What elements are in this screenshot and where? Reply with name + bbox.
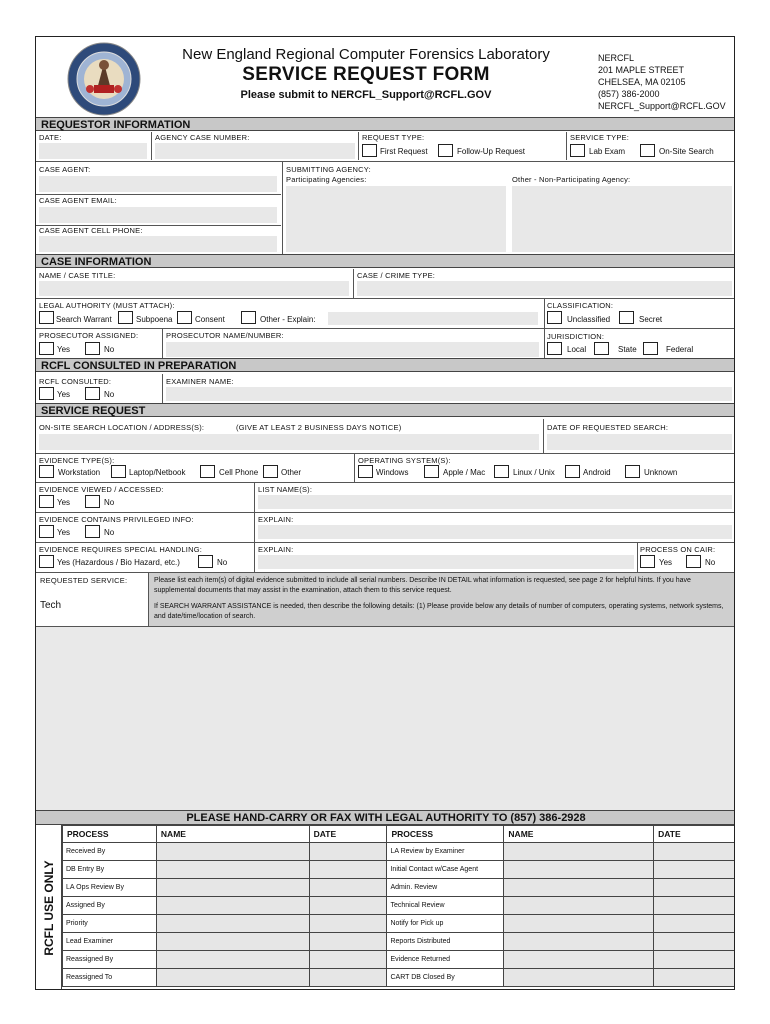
table-row bbox=[63, 915, 736, 933]
process-cell: LA Review by Examiner bbox=[387, 843, 504, 861]
date-cell[interactable] bbox=[309, 933, 387, 951]
name-cell[interactable] bbox=[504, 861, 654, 879]
prosecutor-name-label: PROSECUTOR NAME/NUMBER: bbox=[166, 331, 284, 340]
case-title-field[interactable] bbox=[39, 281, 349, 296]
date-cell[interactable] bbox=[654, 843, 735, 861]
requested-service-label: REQUESTED SERVICE: bbox=[40, 576, 128, 585]
consulted-yes-checkbox[interactable] bbox=[39, 387, 54, 400]
instructions-paragraph-1: Please list each item(s) of digital evidence submitted to include all serial numbers. Describe IN DETAIL what information is requested, see page 2 for helpful hints. If you have supplemental documents that may assist in the examination, attach them to this service request. bbox=[154, 577, 691, 594]
consulted-no-checkbox[interactable] bbox=[85, 387, 100, 400]
jurisdiction-label: JURISDICTION: bbox=[547, 332, 605, 341]
address-block bbox=[598, 52, 726, 112]
subpoena-checkbox[interactable] bbox=[118, 311, 133, 324]
name-cell[interactable] bbox=[504, 915, 654, 933]
state-label: State bbox=[618, 345, 637, 354]
section-requestor-info: REQUESTOR INFORMATION bbox=[36, 117, 735, 131]
privileged-explain-field[interactable] bbox=[258, 525, 732, 539]
search-warrant-label: Search Warrant bbox=[56, 315, 112, 324]
process-cell: DB Entry By bbox=[63, 861, 157, 879]
request-type-label: REQUEST TYPE: bbox=[362, 133, 425, 142]
process-cair-label: PROCESS ON CAIR: bbox=[640, 545, 716, 554]
list-names-label: LIST NAME(S): bbox=[258, 485, 313, 494]
first-request-checkbox[interactable] bbox=[362, 144, 377, 157]
case-agent-field[interactable] bbox=[39, 176, 277, 192]
date-cell[interactable] bbox=[654, 915, 735, 933]
col-date: DATE bbox=[309, 826, 387, 843]
date-cell[interactable] bbox=[654, 897, 735, 915]
android-checkbox[interactable] bbox=[565, 465, 580, 478]
date-cell[interactable] bbox=[654, 879, 735, 897]
non-participating-label: Other - Non-Participating Agency: bbox=[512, 175, 631, 184]
process-cell: LA Ops Review By bbox=[63, 879, 157, 897]
process-cell: Admin. Review bbox=[387, 879, 504, 897]
unknown-checkbox[interactable] bbox=[625, 465, 640, 478]
federal-label: Federal bbox=[666, 345, 694, 354]
rcfl-use-only-label: RCFL USE ONLY bbox=[41, 860, 56, 956]
rcfl-consulted-label: RCFL CONSULTED: bbox=[39, 377, 112, 386]
hazard-yes-checkbox[interactable] bbox=[39, 555, 54, 568]
col-date: DATE bbox=[654, 826, 735, 843]
subpoena-label: Subpoena bbox=[136, 315, 173, 324]
privileged-yes-checkbox[interactable] bbox=[39, 525, 54, 538]
table-row bbox=[63, 861, 736, 879]
linux-checkbox[interactable] bbox=[494, 465, 509, 478]
address-line: NERCFL bbox=[598, 53, 635, 63]
table-row bbox=[63, 933, 736, 951]
submit-instruction: Please submit to NERCFL_Support@RCFL.GOV bbox=[240, 89, 492, 101]
cellphone-checkbox[interactable] bbox=[200, 465, 215, 478]
apple-label: Apple / Mac bbox=[443, 468, 486, 477]
search-warrant-checkbox[interactable] bbox=[39, 311, 54, 324]
prosecutor-no-label: No bbox=[104, 345, 115, 354]
date-requested-field[interactable] bbox=[547, 434, 732, 450]
apple-checkbox[interactable] bbox=[424, 465, 439, 478]
name-cell[interactable] bbox=[156, 879, 309, 897]
viewed-yes-label: Yes bbox=[57, 498, 71, 507]
consent-checkbox[interactable] bbox=[177, 311, 192, 324]
process-cell: Received By bbox=[63, 843, 157, 861]
date-cell[interactable] bbox=[309, 879, 387, 897]
date-requested-label: DATE OF REQUESTED SEARCH: bbox=[547, 423, 669, 432]
privileged-yes-label: Yes bbox=[57, 528, 71, 537]
date-field[interactable] bbox=[39, 143, 147, 159]
name-cell[interactable] bbox=[156, 861, 309, 879]
prosecutor-assigned-label: PROSECUTOR ASSIGNED: bbox=[39, 331, 139, 340]
agent-email-field[interactable] bbox=[39, 207, 277, 223]
process-cell: Technical Review bbox=[387, 897, 504, 915]
date-cell[interactable] bbox=[309, 897, 387, 915]
agency-case-field[interactable] bbox=[155, 143, 355, 159]
service-request-form bbox=[35, 36, 735, 990]
date-label: DATE: bbox=[39, 133, 62, 142]
other-evidence-checkbox[interactable] bbox=[263, 465, 278, 478]
form-title: SERVICE REQUEST FORM bbox=[242, 64, 490, 85]
cellphone-label: Cell Phone bbox=[219, 468, 259, 477]
lab-exam-checkbox[interactable] bbox=[570, 144, 585, 157]
windows-label: Windows bbox=[376, 468, 409, 477]
instructions-paragraph-2: If SEARCH WARRANT ASSISTANCE is needed, then describe the following details: (1) Please provide below any details of number of computers, operating systems, network systems, and date/time/location of search. bbox=[154, 603, 724, 620]
crime-type-label: CASE / CRIME TYPE: bbox=[357, 271, 436, 280]
consulted-no-label: No bbox=[104, 390, 115, 399]
prosecutor-yes-label: Yes bbox=[57, 345, 71, 354]
date-cell[interactable] bbox=[309, 951, 387, 969]
rcfl-seal-logo bbox=[66, 41, 142, 117]
agent-cell-label: CASE AGENT CELL PHONE: bbox=[39, 226, 143, 235]
name-cell[interactable] bbox=[156, 969, 309, 987]
process-cell: Lead Examiner bbox=[63, 933, 157, 951]
unknown-label: Unknown bbox=[644, 468, 678, 477]
case-title-label: NAME / CASE TITLE: bbox=[39, 271, 116, 280]
viewed-no-label: No bbox=[104, 498, 115, 507]
name-cell[interactable] bbox=[504, 897, 654, 915]
cair-yes-label: Yes bbox=[659, 558, 673, 567]
date-cell[interactable] bbox=[654, 933, 735, 951]
process-cell: Reports Distributed bbox=[387, 933, 504, 951]
table-row bbox=[63, 897, 736, 915]
participating-label: Participating Agencies: bbox=[286, 175, 367, 184]
state-checkbox[interactable] bbox=[594, 342, 609, 355]
col-process: PROCESS bbox=[387, 826, 504, 843]
viewed-label: EVIDENCE VIEWED / ACCESSED: bbox=[39, 485, 164, 494]
agent-email-label: CASE AGENT EMAIL: bbox=[39, 196, 117, 205]
other-evidence-label: Other bbox=[281, 468, 302, 477]
name-cell[interactable] bbox=[504, 969, 654, 987]
table-row bbox=[63, 951, 736, 969]
linux-label: Linux / Unix bbox=[513, 468, 555, 477]
secret-checkbox[interactable] bbox=[619, 311, 634, 324]
onsite-location-field[interactable] bbox=[39, 434, 539, 450]
crime-type-field[interactable] bbox=[357, 281, 732, 296]
other-explain-field[interactable] bbox=[328, 312, 538, 325]
special-explain-label: EXPLAIN: bbox=[258, 545, 294, 554]
rcfl-use-only-cell bbox=[36, 825, 62, 990]
prosecutor-name-field[interactable] bbox=[166, 342, 539, 357]
case-agent-label: CASE AGENT: bbox=[39, 165, 91, 174]
cair-no-checkbox[interactable] bbox=[686, 555, 701, 568]
date-cell[interactable] bbox=[654, 951, 735, 969]
prosecutor-yes-checkbox[interactable] bbox=[39, 342, 54, 355]
agent-cell-field[interactable] bbox=[39, 236, 277, 252]
evidence-description-area[interactable] bbox=[36, 627, 735, 810]
onsite-location-label: ON-SITE SEARCH LOCATION / ADDRESS(S): bbox=[39, 423, 205, 432]
process-cell: CART DB Closed By bbox=[387, 969, 504, 987]
unclassified-checkbox[interactable] bbox=[547, 311, 562, 324]
rcfl-tracking-table bbox=[62, 825, 735, 987]
privileged-explain-label: EXPLAIN: bbox=[258, 515, 294, 524]
viewed-yes-checkbox[interactable] bbox=[39, 495, 54, 508]
secret-label: Secret bbox=[639, 315, 663, 324]
lab-exam-label: Lab Exam bbox=[589, 147, 626, 156]
date-cell[interactable] bbox=[654, 861, 735, 879]
date-cell[interactable] bbox=[309, 915, 387, 933]
non-participating-field[interactable] bbox=[512, 186, 732, 252]
federal-checkbox[interactable] bbox=[643, 342, 658, 355]
col-name: NAME bbox=[156, 826, 309, 843]
viewed-no-checkbox[interactable] bbox=[85, 495, 100, 508]
name-cell[interactable] bbox=[156, 843, 309, 861]
examiner-name-field[interactable] bbox=[166, 387, 732, 401]
first-request-label: First Request bbox=[380, 147, 428, 156]
other-authority-checkbox[interactable] bbox=[241, 311, 256, 324]
os-label: OPERATING SYSTEM(S): bbox=[358, 456, 451, 465]
hazard-no-label: No bbox=[217, 558, 228, 567]
address-line: CHELSEA, MA 02105 bbox=[598, 77, 686, 87]
service-type-label: SERVICE TYPE: bbox=[570, 133, 630, 142]
date-cell[interactable] bbox=[654, 969, 735, 987]
evidence-types-label: EVIDENCE TYPE(S): bbox=[39, 456, 115, 465]
date-cell[interactable] bbox=[309, 843, 387, 861]
fax-instruction-bar: PLEASE HAND-CARRY OR FAX WITH LEGAL AUTHORITY TO (857) 386-2928 bbox=[36, 810, 735, 825]
local-checkbox[interactable] bbox=[547, 342, 562, 355]
android-label: Android bbox=[583, 468, 611, 477]
consent-label: Consent bbox=[195, 315, 225, 324]
date-cell[interactable] bbox=[309, 861, 387, 879]
process-cell: Initial Contact w/Case Agent bbox=[387, 861, 504, 879]
cair-no-label: No bbox=[705, 558, 716, 567]
legal-authority-label: LEGAL AUTHORITY (MUST ATTACH): bbox=[39, 301, 175, 310]
org-name: New England Regional Computer Forensics Laboratory bbox=[182, 46, 550, 63]
privileged-label: EVIDENCE CONTAINS PRIVILEGED INFO: bbox=[39, 515, 194, 524]
laptop-checkbox[interactable] bbox=[111, 465, 126, 478]
other-explain-label: Other - Explain: bbox=[260, 315, 316, 324]
name-cell[interactable] bbox=[156, 933, 309, 951]
name-cell[interactable] bbox=[156, 897, 309, 915]
notice-label: (GIVE AT LEAST 2 BUSINESS DAYS NOTICE) bbox=[236, 423, 402, 432]
name-cell[interactable] bbox=[156, 951, 309, 969]
privileged-no-checkbox[interactable] bbox=[85, 525, 100, 538]
col-process: PROCESS bbox=[63, 826, 157, 843]
list-names-field[interactable] bbox=[258, 495, 732, 509]
requested-service-value[interactable]: Tech bbox=[40, 600, 62, 611]
date-cell[interactable] bbox=[309, 969, 387, 987]
follow-up-checkbox[interactable] bbox=[438, 144, 453, 157]
address-line: (857) 386-2000 bbox=[598, 89, 660, 99]
process-cell: Reassigned By bbox=[63, 951, 157, 969]
name-cell[interactable] bbox=[504, 879, 654, 897]
follow-up-label: Follow-Up Request bbox=[457, 147, 526, 156]
section-rcfl-consulted: RCFL CONSULTED IN PREPARATION bbox=[36, 358, 735, 372]
table-row bbox=[63, 969, 736, 987]
process-cell: Notify for Pick up bbox=[387, 915, 504, 933]
participating-agencies-field[interactable] bbox=[286, 186, 506, 252]
process-cell: Assigned By bbox=[63, 897, 157, 915]
onsite-search-checkbox[interactable] bbox=[640, 144, 655, 157]
windows-checkbox[interactable] bbox=[358, 465, 373, 478]
hazard-yes-label: Yes (Hazardous / Bio Hazard, etc.) bbox=[57, 558, 180, 567]
section-service-request: SERVICE REQUEST bbox=[36, 403, 735, 417]
cair-yes-checkbox[interactable] bbox=[640, 555, 655, 568]
process-cell: Evidence Returned bbox=[387, 951, 504, 969]
submitting-agency-label: SUBMITTING AGENCY: bbox=[286, 165, 371, 174]
workstation-checkbox[interactable] bbox=[39, 465, 54, 478]
agency-case-label: AGENCY CASE NUMBER: bbox=[155, 133, 250, 142]
address-line: NERCFL_Support@RCFL.GOV bbox=[598, 101, 726, 111]
classification-label: CLASSIFICATION: bbox=[547, 301, 614, 310]
section-case-info: CASE INFORMATION bbox=[36, 254, 735, 268]
name-cell[interactable] bbox=[156, 915, 309, 933]
laptop-label: Laptop/Netbook bbox=[129, 468, 186, 477]
table-row bbox=[63, 843, 736, 861]
local-label: Local bbox=[567, 345, 587, 354]
table-row bbox=[63, 879, 736, 897]
name-cell[interactable] bbox=[504, 951, 654, 969]
special-explain-field[interactable] bbox=[258, 555, 634, 569]
onsite-search-label: On-Site Search bbox=[659, 147, 714, 156]
examiner-name-label: EXAMINER NAME: bbox=[166, 377, 234, 386]
prosecutor-no-checkbox[interactable] bbox=[85, 342, 100, 355]
address-line: 201 MAPLE STREET bbox=[598, 65, 685, 75]
consulted-yes-label: Yes bbox=[57, 390, 71, 399]
hazard-no-checkbox[interactable] bbox=[198, 555, 213, 568]
name-cell[interactable] bbox=[504, 933, 654, 951]
col-name: NAME bbox=[504, 826, 654, 843]
workstation-label: Workstation bbox=[58, 468, 101, 477]
name-cell[interactable] bbox=[504, 843, 654, 861]
unclassified-label: Unclassified bbox=[567, 315, 611, 324]
special-handling-label: EVIDENCE REQUIRES SPECIAL HANDLING: bbox=[39, 545, 203, 554]
process-cell: Priority bbox=[63, 915, 157, 933]
privileged-no-label: No bbox=[104, 528, 115, 537]
process-cell: Reassigned To bbox=[63, 969, 157, 987]
